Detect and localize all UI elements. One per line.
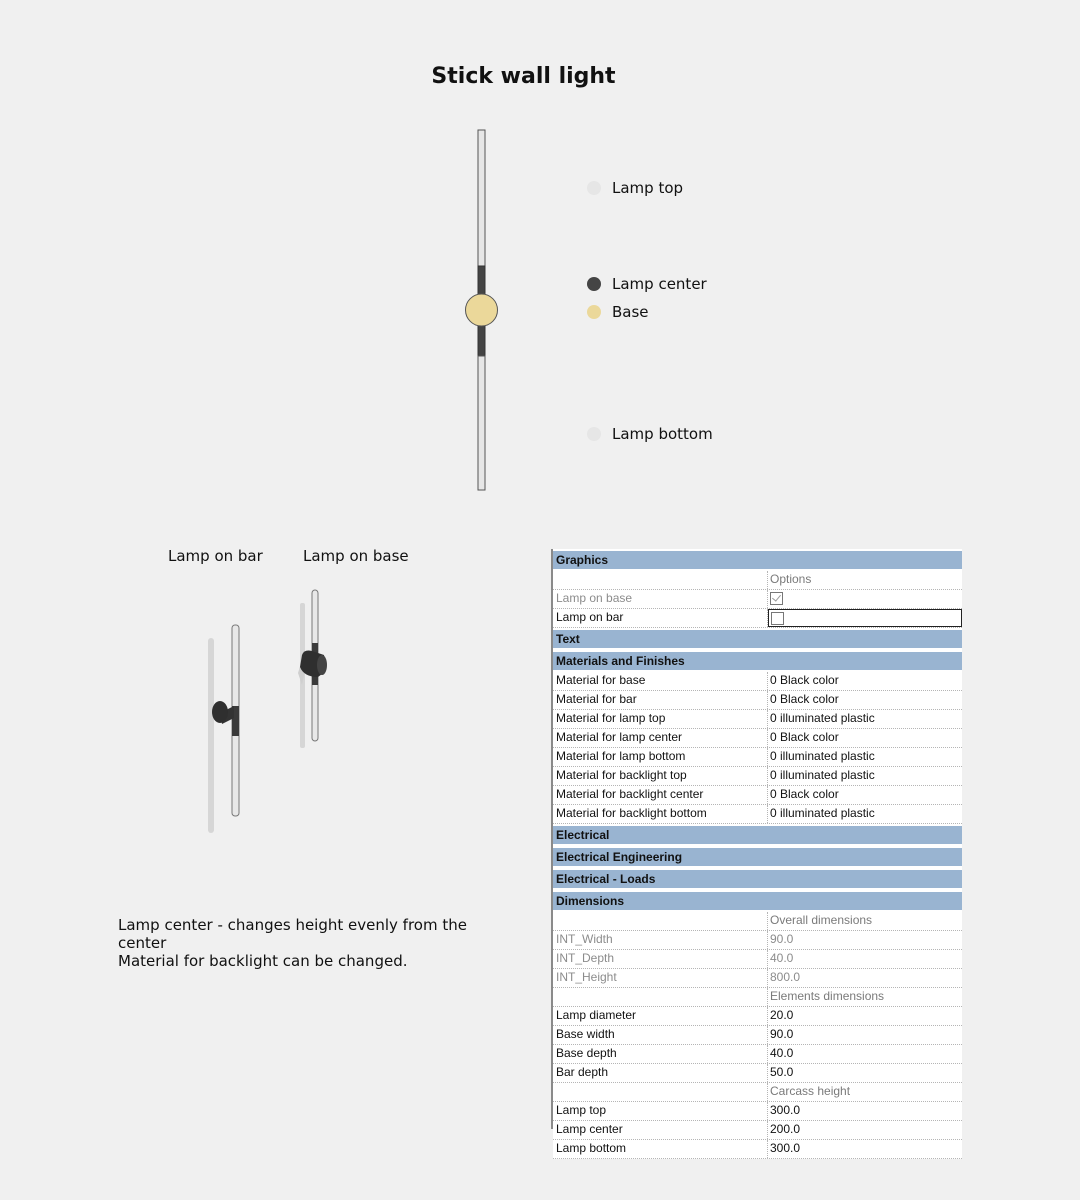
subheader-options: Options xyxy=(553,571,962,590)
subheader-overall-dimensions: Overall dimensions xyxy=(553,912,962,931)
subheader-elements-dimensions: Elements dimensions xyxy=(553,988,962,1007)
param-row[interactable]: Material for backlight top 0 illuminated plastic xyxy=(553,767,962,786)
param-row[interactable]: Base depth 40.0 xyxy=(553,1045,962,1064)
param-row[interactable]: Material for base 0 Black color xyxy=(553,672,962,691)
legend-item-lamp-top xyxy=(587,179,683,197)
param-row: INT_Height 800.0 xyxy=(553,969,962,988)
base-face xyxy=(317,655,327,675)
properties-panel[interactable] xyxy=(551,549,962,1155)
wall-mount-disc xyxy=(212,701,228,723)
lamp-elevation-diagram xyxy=(440,120,530,500)
param-row[interactable]: Lamp center 200.0 xyxy=(553,1121,962,1140)
param-row: INT_Width 90.0 xyxy=(553,931,962,950)
legend-label: Lamp center xyxy=(612,275,707,293)
param-row[interactable]: Material for lamp bottom 0 illuminated plastic xyxy=(553,748,962,767)
group-graphics[interactable]: Graphics xyxy=(553,549,962,571)
base-disc xyxy=(466,294,498,326)
param-row[interactable]: Material for lamp top 0 illuminated plastic xyxy=(553,710,962,729)
legend-label: Lamp top xyxy=(612,179,684,197)
caption-lamp-on-bar: Lamp on bar xyxy=(168,547,263,565)
param-row[interactable]: Base width 90.0 xyxy=(553,1026,962,1045)
lamp-on-bar-3d-view xyxy=(200,620,260,840)
param-row[interactable]: Lamp bottom 300.0 xyxy=(553,1140,962,1159)
group-materials[interactable]: Materials and Finishes xyxy=(553,650,962,672)
group-dimensions[interactable]: Dimensions xyxy=(553,890,962,912)
legend-dot-lamp-center xyxy=(587,277,601,291)
lamp-on-base-3d-view xyxy=(290,585,340,755)
param-row: INT_Depth 40.0 xyxy=(553,950,962,969)
description-notes xyxy=(118,916,468,970)
lamp-on-base-checkbox xyxy=(770,592,783,605)
caption-lamp-on-base: Lamp on base xyxy=(303,547,409,565)
param-lamp-on-base: Lamp on base xyxy=(553,590,962,609)
legend-label: Lamp bottom xyxy=(612,425,713,443)
legend-dot-lamp-top xyxy=(587,181,601,195)
lamp-top-segment xyxy=(478,130,485,266)
group-electrical-loads[interactable]: Electrical - Loads xyxy=(553,868,962,890)
param-row[interactable]: Material for backlight center 0 Black color xyxy=(553,786,962,805)
param-row[interactable]: Material for bar 0 Black color xyxy=(553,691,962,710)
group-electrical-engineering[interactable]: Electrical Engineering xyxy=(553,846,962,868)
subheader-carcass-height: Carcass height xyxy=(553,1083,962,1102)
param-lamp-on-bar[interactable]: Lamp on bar xyxy=(553,609,962,628)
legend-dot-base xyxy=(587,305,601,319)
wall-shadow xyxy=(208,638,214,833)
legend-item-base xyxy=(587,303,649,321)
lamp-bottom-segment xyxy=(478,356,485,490)
legend-item-lamp-center xyxy=(587,275,707,293)
param-row[interactable]: Bar depth 50.0 xyxy=(553,1064,962,1083)
legend-label: Base xyxy=(612,303,649,321)
page-title: Stick wall light xyxy=(431,64,616,89)
legend-dot-lamp-bottom xyxy=(587,427,601,441)
group-text[interactable]: Text xyxy=(553,628,962,650)
param-row[interactable]: Lamp diameter 20.0 xyxy=(553,1007,962,1026)
param-row[interactable]: Material for backlight bottom 0 illuminated plastic xyxy=(553,805,962,824)
param-row[interactable]: Lamp top 300.0 xyxy=(553,1102,962,1121)
legend-item-lamp-bottom xyxy=(587,425,713,443)
group-electrical[interactable]: Electrical xyxy=(553,824,962,846)
lamp-on-bar-checkbox[interactable] xyxy=(771,612,784,625)
note-line: Lamp center - changes height evenly from the center xyxy=(118,916,467,952)
param-row[interactable]: Material for lamp center 0 Black color xyxy=(553,729,962,748)
note-line: Material for backlight can be changed. xyxy=(118,952,408,970)
